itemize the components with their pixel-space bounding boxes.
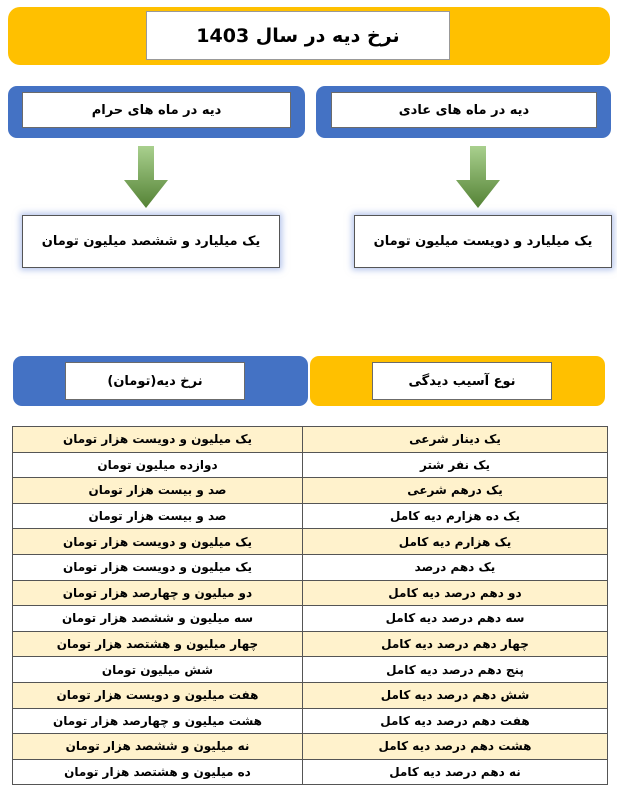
rate-cell: صد و بیست هزار تومان — [13, 478, 303, 504]
injury-cell: یک ده هزارم دیه کامل — [303, 503, 608, 529]
injury-cell: یک دهم درصد — [303, 554, 608, 580]
injury-cell: دو دهم درصد دیه کامل — [303, 580, 608, 606]
table-row — [13, 478, 608, 504]
injury-cell: شش دهم درصد دیه کامل — [303, 682, 608, 708]
table-row — [13, 503, 608, 529]
table-row — [13, 427, 608, 453]
rate-cell: چهار میلیون و هشتصد هزار تومان — [13, 631, 303, 657]
rate-cell: یک میلیون و دویست هزار تومان — [13, 554, 303, 580]
table-row — [13, 580, 608, 606]
haram-months-amount: یک میلیارد و ششصد میلیون تومان — [22, 215, 280, 268]
injury-cell: هشت دهم درصد دیه کامل — [303, 734, 608, 760]
diyeh-table — [12, 426, 608, 785]
table-row — [13, 734, 608, 760]
table-row — [13, 682, 608, 708]
table-row — [13, 452, 608, 478]
injury-cell: هفت دهم درصد دیه کامل — [303, 708, 608, 734]
rate-cell: سه میلیون و ششصد هزار تومان — [13, 606, 303, 632]
injury-cell: سه دهم درصد دیه کامل — [303, 606, 608, 632]
rate-cell: هفت میلیون و دویست هزار تومان — [13, 682, 303, 708]
rate-cell: یک میلیون و دویست هزار تومان — [13, 427, 303, 453]
table-row — [13, 708, 608, 734]
arrow-down-icon — [122, 146, 170, 210]
rate-cell: شش میلیون تومان — [13, 657, 303, 683]
page-title: نرخ دیه در سال 1403 — [146, 11, 450, 60]
rate-cell: هشت میلیون و چهارصد هزار تومان — [13, 708, 303, 734]
normal-months-label: دیه در ماه های عادی — [331, 92, 597, 128]
injury-header-label: نوع آسیب دیدگی — [372, 362, 552, 400]
arrow-down-icon — [454, 146, 502, 210]
table-row — [13, 606, 608, 632]
table-row — [13, 631, 608, 657]
haram-months-label: دیه در ماه های حرام — [22, 92, 291, 128]
injury-cell: نه دهم درصد دیه کامل — [303, 759, 608, 785]
rate-cell: دو میلیون و چهارصد هزار تومان — [13, 580, 303, 606]
rate-header-label: نرخ دیه(تومان) — [65, 362, 245, 400]
table-row — [13, 657, 608, 683]
injury-cell: پنج دهم درصد دیه کامل — [303, 657, 608, 683]
rate-cell: صد و بیست هزار تومان — [13, 503, 303, 529]
injury-cell: چهار دهم درصد دیه کامل — [303, 631, 608, 657]
normal-months-amount: یک میلیارد و دویست میلیون تومان — [354, 215, 612, 268]
rate-cell: یک میلیون و دویست هزار تومان — [13, 529, 303, 555]
table-row — [13, 759, 608, 785]
table-row — [13, 529, 608, 555]
injury-cell: یک نفر شتر — [303, 452, 608, 478]
injury-cell: یک دینار شرعی — [303, 427, 608, 453]
injury-cell: یک هزارم دیه کامل — [303, 529, 608, 555]
rate-cell: نه میلیون و ششصد هزار تومان — [13, 734, 303, 760]
table-row — [13, 554, 608, 580]
rate-cell: دوازده میلیون تومان — [13, 452, 303, 478]
injury-cell: یک درهم شرعی — [303, 478, 608, 504]
rate-cell: ده میلیون و هشتصد هزار تومان — [13, 759, 303, 785]
